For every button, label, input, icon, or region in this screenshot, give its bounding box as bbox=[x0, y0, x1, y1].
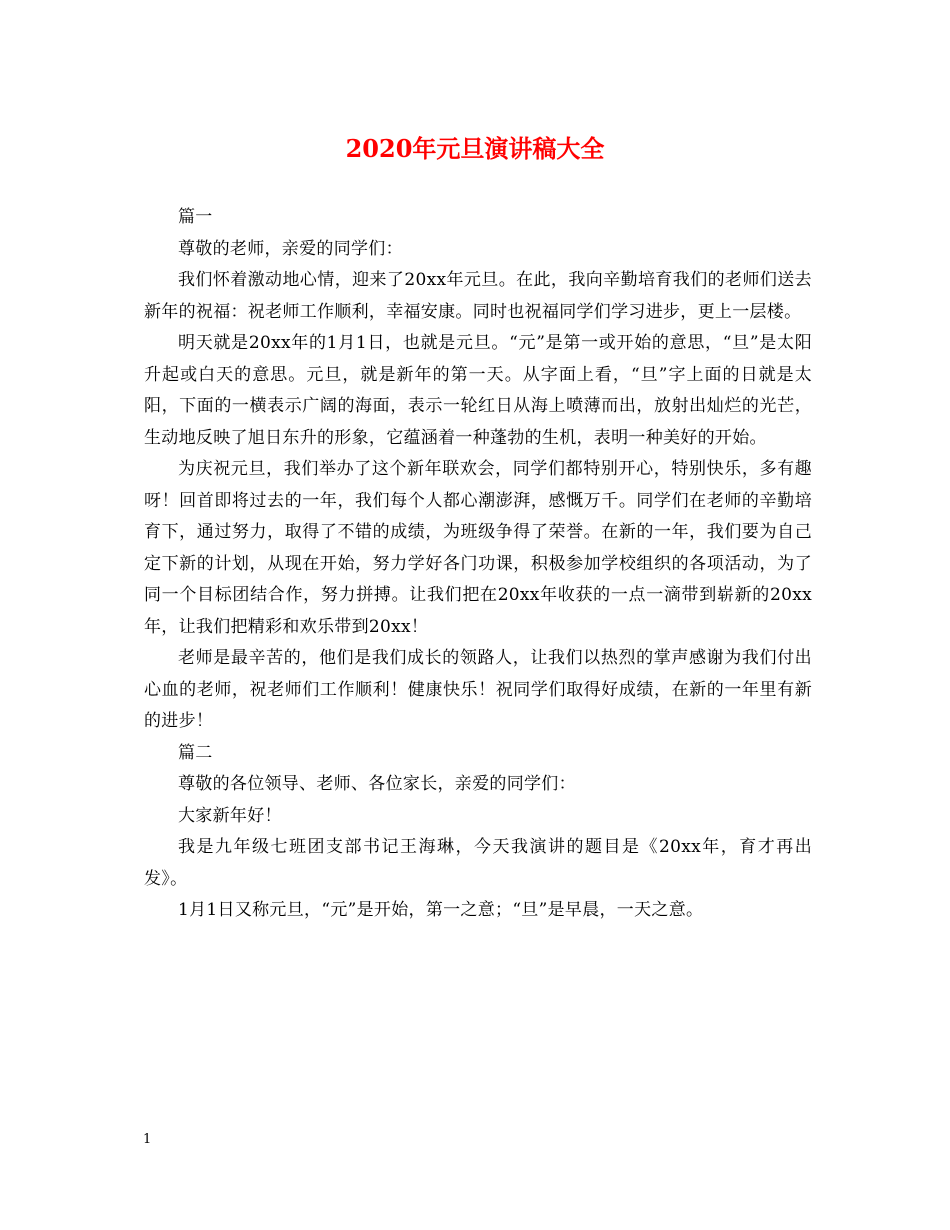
body-paragraph: 为庆祝元旦，我们举办了这个新年联欢会，同学们都特别开心，特别快乐，多有趣呀！回首即将过去的一年，我们每个人都心潮澎湃，感慨万千。同学们在老师的辛勤培育下，通过努力，取得了不错的成绩，为班级争得了荣誉。在新的一年，我们要为自己定下新的计划，从现在开始，努力学好各门功课，积极参加学校组织的各项活动，为了同一个目标团结合作，努力拼搏。让我们把在20xx年收获的一点一滴带到崭新的20xx年，让我们把精彩和欢乐带到20xx！ bbox=[144, 459, 812, 637]
body-paragraph: 我是九年级七班团支部书记王海琳，今天我演讲的题目是《20xx年，育才再出发》。 bbox=[144, 837, 812, 889]
salutation-1: 尊敬的老师，亲爱的同学们： bbox=[178, 238, 403, 259]
section-heading-1: 篇一 bbox=[178, 207, 213, 227]
greeting: 大家新年好！ bbox=[178, 805, 282, 826]
body-paragraph: 老师是最辛苦的，他们是我们成长的领路人，让我们以热烈的掌声感谢为我们付出心血的老师，祝老师们工作顺利！健康快乐！祝同学们取得好成绩，在新的一年里有新的进步！ bbox=[144, 648, 812, 731]
page-number: 1 bbox=[143, 1132, 152, 1147]
salutation-2: 尊敬的各位领导、老师、各位家长，亲爱的同学们： bbox=[178, 774, 576, 794]
body-paragraph: 明天就是20xx年的1月1日，也就是元旦。“元”是第一或开始的意思，“旦”是太阳升起或白天的意思。元旦，就是新年的第一天。从字面上看，“旦”字上面的日就是太阳，下面的一横表示广阔的海面，表示一轮红日从海上喷薄而出，放射出灿烂的光芒，生动地反映了旭日东升的形象，它蕴涵着一种蓬勃的生机，表明一种美好的开始。 bbox=[144, 333, 812, 448]
section-heading-2: 篇二 bbox=[178, 742, 213, 763]
document-title: 2020年元旦演讲稿大全 bbox=[345, 134, 605, 163]
body-paragraph: 1月1日又称元旦，“元”是开始，第一之意；“旦”是早晨，一天之意。 bbox=[178, 900, 704, 920]
document-body bbox=[144, 202, 812, 927]
body-paragraph: 我们怀着激动地心情，迎来了20xx年元旦。在此，我向辛勤培育我们的老师们送去新年的祝福：祝老师工作顺利，幸福安康。同时也祝福同学们学习进步，更上一层楼。 bbox=[144, 270, 812, 322]
